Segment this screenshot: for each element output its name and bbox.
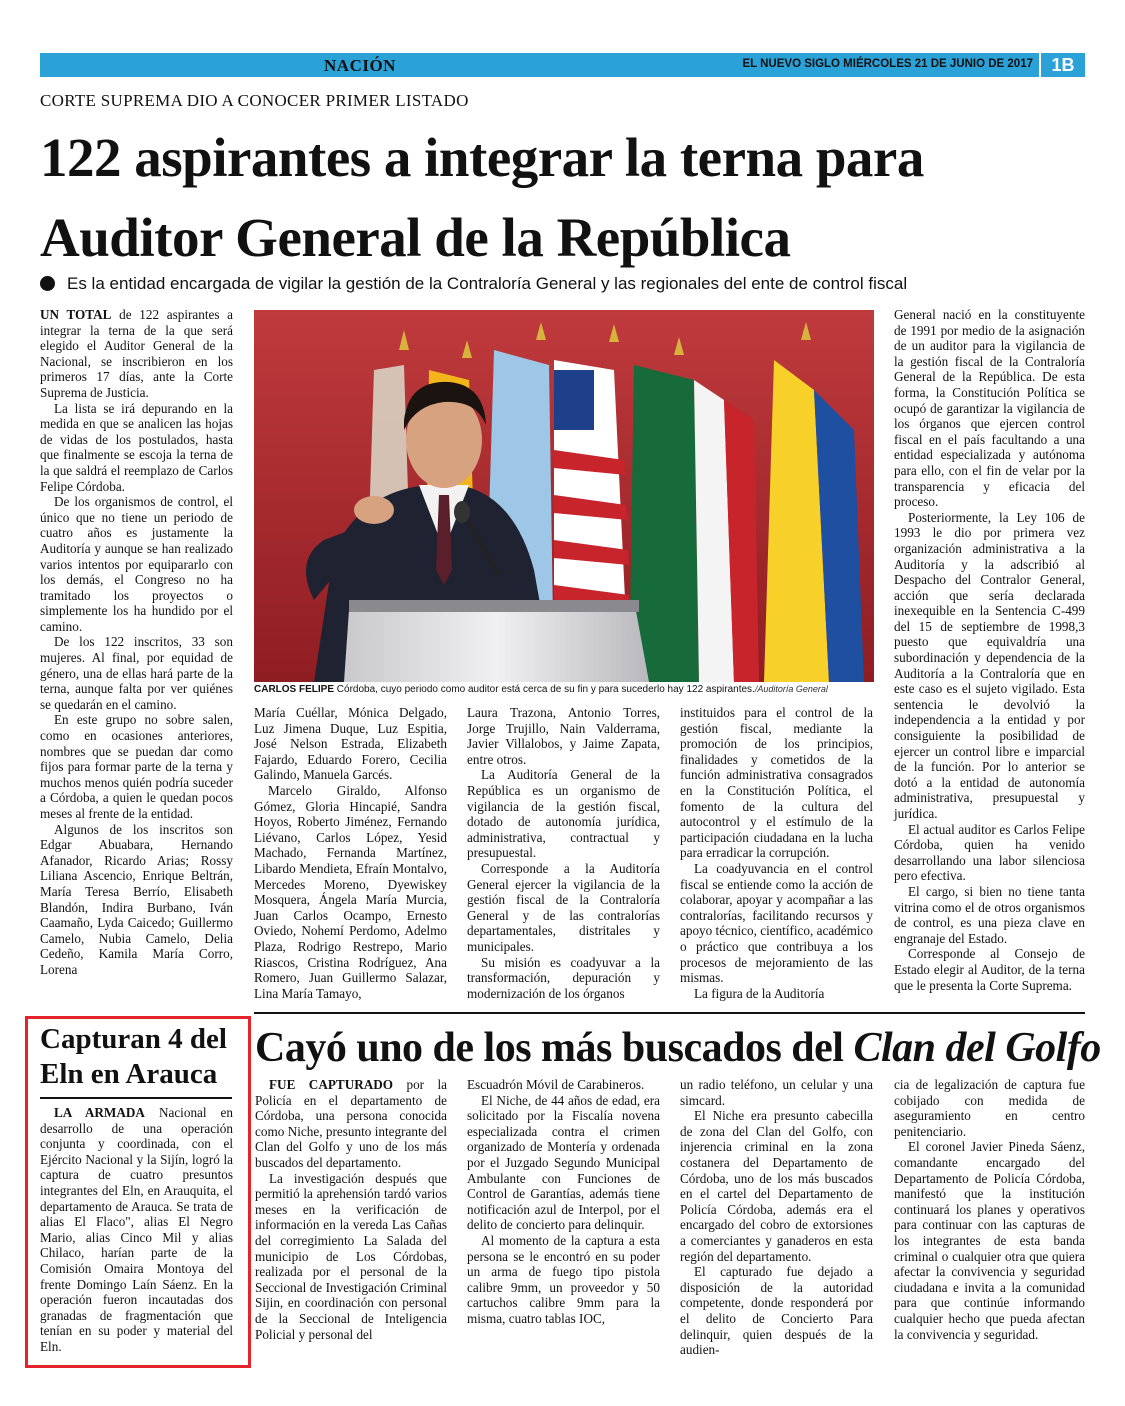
paragraph: instituidos para el control de la gestión fiscal, mediante la promoción de los principios, finalidades y cometidos de la función administrativa consagrados en la Constitución Política, el fomento de la cultura del autocontrol y el estímulo de la participación ciudadana en la lucha para erradicar la corrupción. bbox=[680, 705, 873, 861]
paragraph: La Auditoría General de la República es un organismo de vigilancia de la gestión fiscal, dotado de autonomía jurídica, administrativa, contractual y presupuestal. bbox=[467, 767, 660, 861]
page-number: 1B bbox=[1039, 53, 1085, 77]
subheadline bbox=[40, 274, 907, 294]
paragraph: Su misión es coadyuvar a la transformación, depuración y modernización de los órganos bbox=[467, 954, 660, 1001]
paragraph: La coadyuvancia en el control fiscal se entiende como la acción de colaborar, apoyar y acompañar a las contralorías, facilitando recursos y apoyo técnico, científico, académico o práctico que contribuya a los procesos de mejoramiento de las mismas. bbox=[680, 860, 873, 986]
paragraph: En este grupo no sobre salen, como en ocasiones anteriores, nombres que se puedan dar como fijos para formar parte de la terna y muchos menos quién podría suceder a Córdoba, a quien le quedan pocos meses al frente de la entidad. bbox=[40, 712, 233, 821]
paragraph: El Niche, de 44 años de edad, era solicitado por la Fiscalía novena especializada contra el crimen organizado de Montería y ordenada por el Juzgado Segundo Municipal Ambulante con Funciones de Control de Garantías, además tiene notificación azul de Interpol, por el delito de concierto para delinquir. bbox=[467, 1092, 660, 1233]
section-header-bar bbox=[40, 53, 1085, 77]
caption-name: CARLOS FELIPE bbox=[254, 684, 335, 695]
paragraph: General nació en la constituyente de 1991 por medio de la asignación de un auditor para la vigilancia de la gestión fiscal de la Contraloría General de la República. De esta forma, la Constitución Política se ocupó de garantizar la vigilancia de los órganos que ejercen control fiscal en el país facultando a una entidad especializada y autónoma para ello, con el fin de velar por la transparencia y eficacia del proceso. bbox=[894, 307, 1085, 510]
paragraph: Corresponde al Consejo de Estado elegir al Auditor, de la terna que le presenta la Corte Suprema. bbox=[894, 946, 1085, 993]
paragraph: Nacional en desarrollo de una operación conjunta y coordinada, con el Ejército Nacional y la Sijín, logró la captura de cuatro presuntos integrantes del Eln, en Arauquita, el departamento de Arauca. Se trata de alias El Flaco", alias El Negro Mario, alias Cinco Mil y alias Chilaco, harían parte de la Comisión Omaira Montoya del frente Domingo Laín Sáenz. En la operación fueron incautadas dos granadas de fragmentación que tenían en su poder y material del Eln. bbox=[40, 1105, 234, 1354]
paragraph: La figura de la Auditoría bbox=[694, 985, 825, 1001]
paragraph: Marcelo Giraldo, Alfonso Gómez, Gloria Hincapié, Sandra Hoyos, Roberto Jiménez, Fernando Liévano, Carlos López, Yesid Machado, Fernanda Martínez, Libardo Mendieta, Efraín Montalvo, Mercedes Moreno, Dyewiskey Mosquera, Ángela María Murcia, Juan Carlos Ocampo, Ernesto Oviedo, Nohemí Perdomo, Adelmo Plaza, Rodrigo Restrepo, Mario Riascos, Cristina Rodríguez, Ana Romero, Juan Guillermo Salazar, Lina María Tamayo, bbox=[254, 782, 447, 1001]
paragraph: Posteriormente, la Ley 106 de 1993 le dio por primera vez organización administrativa a la Auditoría y la adscribió al Despacho del Contralor General, acción que sería declarada inexequible en la Sentencia C-499 del 15 de septiembre de 1998,3 puesto que equivaldría una subordinación y dependencia de la Auditoría a la Contraloría que en este caso es el sujeto vigilado. Esta sentencia le devolvió la independencia a la entidad y por consiguiente la posibilidad de ejercer un control libre e imparcial de la función. Por lo anterior se dotó a la entidad de autonomía administrativa, presupuestal y jurídica. bbox=[894, 509, 1085, 821]
lead-in: LA ARMADA bbox=[54, 1105, 145, 1120]
paragraph: El coronel Javier Pineda Sáenz, comandante encargado del Departamento de Policía Córdoba, manifestó que la institución continuará los planes y operativos para continuar con las capturas de los integrantes de esta banda criminal o cualquier otra que quiera afectar la convivencia y seguridad ciudadana e invita a la comunidad para que continúe informando cualquier hecho que pueda afectan la convivencia y seguridad. bbox=[894, 1139, 1085, 1342]
story2-title: Capturan 4 del Eln en Arauca bbox=[40, 1023, 227, 1090]
story3-column-4 bbox=[894, 1077, 1085, 1342]
story1-column-1 bbox=[40, 307, 233, 978]
paragraph: La investigación después que permitió la aprehensión tardó varios meses en la verificación de información en la vereda Las Cañas del corregimiento La Salada del municipio de Los Córdobas, realizada por el personal de la Seccional de Investigación Criminal Sijin, en coordinación con personal de la Seccional de Inteligencia Policial y personal del bbox=[255, 1170, 447, 1342]
story3-column-3 bbox=[680, 1077, 873, 1358]
paragraph: Escuadrón Móvil de Carabineros. bbox=[467, 1077, 645, 1092]
story3-column-1 bbox=[255, 1077, 447, 1342]
headline-line-1: 122 aspirantes a integrar la terna para bbox=[40, 127, 924, 188]
story1-column-2 bbox=[254, 705, 447, 1001]
paragraph: De los 122 inscritos, 33 son mujeres. Al final, por equidad de género, una de ellas hará parte de la terna, aunque falta por ver quiénes se quedarán en el camino. bbox=[40, 634, 233, 712]
subheadline-text: Es la entidad encargada de vigilar la gestión de la Contraloría General y las regionales del ente de control fiscal bbox=[67, 274, 908, 293]
story1-column-3 bbox=[467, 705, 660, 1001]
paragraph: cia de legalización de captura fue cobijado con medida de aseguramiento en centro penitenciario. bbox=[894, 1077, 1085, 1139]
section-name: NACIÓN bbox=[324, 56, 396, 75]
main-headline bbox=[40, 118, 1100, 278]
story1-column-4 bbox=[680, 705, 873, 1001]
headline-emphasis: Clan del Golfo bbox=[853, 1025, 1101, 1071]
lead-in: FUE CAPTURADO bbox=[269, 1077, 394, 1092]
article-photo bbox=[254, 310, 874, 682]
section-divider bbox=[254, 1012, 1085, 1014]
story2-body bbox=[40, 1105, 233, 1355]
headline-line-2: Auditor General de la República bbox=[40, 207, 791, 268]
paragraph: Al momento de la captura a esta persona se le encontró en su poder un arma de fuego tipo pistola calibre 9mm, un proveedor y 50 cartuchos calibre 9mm para la misma, cuatro tablas IOC, bbox=[467, 1232, 660, 1326]
paragraph: María Cuéllar, Mónica Delgado, Luz Jimena Duque, Luz Espitia, José Nelson Estrada, Elizabeth Fajardo, Eduardo Forero, Cecilia Galindo, Manuela Garcés. bbox=[254, 705, 447, 783]
photo-illustration bbox=[254, 310, 874, 682]
photo-credit: /Auditoría General bbox=[754, 684, 828, 694]
story3-headline bbox=[255, 1024, 1101, 1072]
paragraph: Algunos de los inscritos son Edgar Abuabara, Hernando Afanador, Ricardo Arias; Rossy Liliana Ascencio, Enrique Beltrán, María Teresa Berrío, Elisabeth Blandón, Indira Burbano, Iván Caamaño, Lyda Caicedo; Guillermo Camelo, Nubia Camelo, Delia Cedeño, Kamila María Corro, Lorena bbox=[40, 821, 233, 977]
bullet-icon bbox=[40, 276, 55, 291]
photo-caption bbox=[254, 684, 874, 695]
paragraph: El cargo, si bien no tiene tanta vitrina como el de otros organismos de control, es una pieza clave en engranaje del Estado. bbox=[894, 883, 1085, 946]
kicker: CORTE SUPREMA DIO A CONOCER PRIMER LISTADO bbox=[40, 91, 469, 110]
paragraph: Laura Trazona, Antonio Torres, Jorge Trujillo, Nain Valderrama, Javier Villalobos, y Jaime Zapata, entre otros. bbox=[467, 705, 660, 767]
lead-in: UN TOTAL bbox=[40, 307, 112, 322]
paragraph: El actual auditor es Carlos Felipe Córdoba, quien ha venido desarrollando una labor silenciosa pero efectiva. bbox=[894, 821, 1085, 884]
title-rule bbox=[40, 1097, 232, 1099]
paragraph: un radio teléfono, un celular y una simcard. bbox=[680, 1077, 873, 1108]
paragraph: El Niche era presunto cabecilla de zona del Clan del Golfo, con injerencia criminal en la zona costanera del Departamento de Córdoba, uno de los más buscados en el cartel del Departamento de Policía Córdoba, además era el encargado del cobro de extorsiones a comerciantes y ganaderos en esta región del departamento. bbox=[680, 1108, 873, 1264]
paragraph: por la Policía en el departamento de Córdoba, una persona conocida como Niche, presunto integrante del Clan del Golfo y uno de los más buscados del departamento. bbox=[255, 1077, 447, 1170]
headline-part: Cayó uno de los más buscados del bbox=[255, 1025, 844, 1071]
story1-column-5 bbox=[894, 307, 1085, 993]
dateline: EL NUEVO SIGLO MIÉRCOLES 21 DE JUNIO DE 2017 bbox=[742, 58, 1033, 70]
paragraph: de 122 aspirantes a integrar la terna de la que será elegido el Auditor General de la Nacional, se inscribieron en los primeros 17 días, ante la Corte Suprema de Justicia. bbox=[40, 307, 234, 400]
paragraph: De los organismos de control, el único que no tiene un periodo de cuatro años es justamente la Auditoría y aunque se han realizado varios intentos por equipararlo con los demás, el Congreso no ha tramitado los proyectos o simplemente los ha hundido por el camino. bbox=[40, 494, 233, 634]
paragraph: El capturado fue dejado a disposición de la autoridad competente, donde responderá por el delito de Concierto Para delinquir, quien después de la audien- bbox=[680, 1264, 873, 1358]
paragraph: La lista se irá depurando en la medida en que se analicen las hojas de vidas de los postulados, hasta que finalmente se escoja la terna de la que saldrá el reemplazo de Carlos Felipe Córdoba. bbox=[40, 400, 233, 494]
paragraph: Corresponde a la Auditoría General ejercer la vigilancia de la gestión fiscal de la Contraloría General y de las contralorías departamentales, distritales y municipales. bbox=[467, 860, 660, 954]
caption-text: Córdoba, cuyo periodo como auditor está cerca de su fin y para sucederlo hay 122 aspirantes. bbox=[336, 684, 755, 695]
story3-column-2 bbox=[467, 1077, 660, 1327]
